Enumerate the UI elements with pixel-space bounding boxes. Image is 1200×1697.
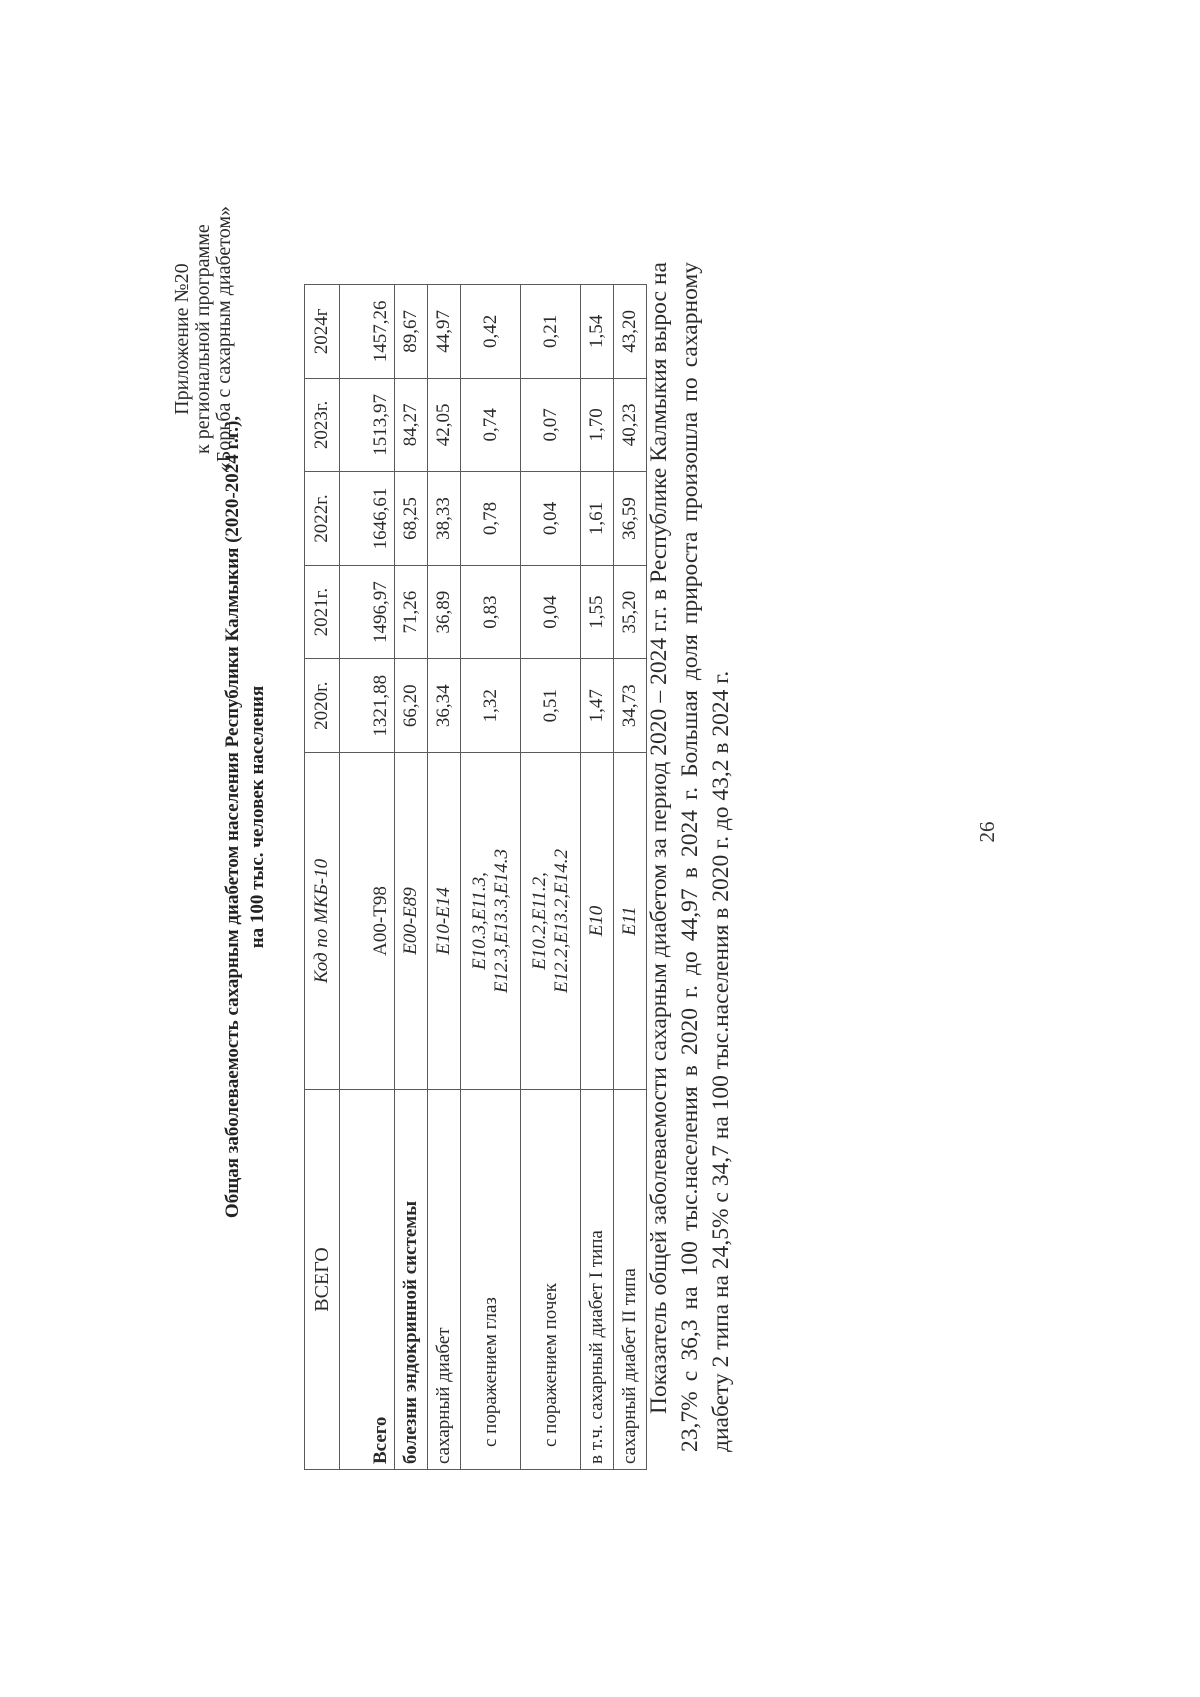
- row-code: [461, 753, 521, 1090]
- value-2021: 71,26: [395, 565, 428, 659]
- value-2024: 1,54: [581, 285, 614, 379]
- appendix-line-3: «Борьба с сахарным диабетом»: [213, 206, 235, 473]
- value-2023: 1,70: [581, 378, 614, 472]
- row-name: с поражением глаз: [461, 1090, 521, 1470]
- value-2023: 84,27: [395, 378, 428, 472]
- appendix-line-1: Приложение №20: [171, 263, 193, 415]
- header-code: Код по МКБ-10: [305, 753, 340, 1090]
- incidence-table: [304, 284, 647, 1470]
- value-2020: 1,47: [581, 659, 614, 753]
- value-2023: 42,05: [428, 378, 461, 472]
- row-code: Е10: [581, 753, 614, 1090]
- value-2021: 0,83: [461, 565, 521, 659]
- table-row-diabetes: [428, 285, 461, 1470]
- value-2021: 0,04: [521, 565, 581, 659]
- value-2024: 0,42: [461, 285, 521, 379]
- value-2022: 0,78: [461, 472, 521, 566]
- header-year-2020: 2020г.: [305, 659, 340, 753]
- row-name: болезни эндокринной системы: [395, 1090, 428, 1470]
- value-2020: 1,32: [461, 659, 521, 753]
- header-name: ВСЕГО: [305, 1090, 340, 1470]
- value-2022: 36,59: [614, 472, 647, 566]
- row-code: Е00-Е89: [395, 753, 428, 1090]
- row-code-line-2: Е12.3,Е13.3,Е14.3: [490, 848, 512, 994]
- value-2020: 1321,88: [340, 659, 395, 753]
- value-2024: 0,21: [521, 285, 581, 379]
- value-2023: 40,23: [614, 378, 647, 472]
- value-2022: 38,33: [428, 472, 461, 566]
- value-2024: 44,97: [428, 285, 461, 379]
- row-code: Е10-Е14: [428, 753, 461, 1090]
- value-2020: 0,51: [521, 659, 581, 753]
- value-2023: 1513,97: [340, 378, 395, 472]
- row-name: с поражением почек: [521, 1090, 581, 1470]
- value-2024: 89,67: [395, 285, 428, 379]
- row-name: Всего: [340, 1090, 395, 1470]
- summary-text: Показатель общей заболеваемости сахарным диабетом за период 2020 – 2024 г.г. в Республике Калмыкия вырос на 23,7% с 36,3 на 100 тыс.населения в 2020 г. до 44,97 в 2024 г. Большая доля прироста произошла по сахарному диабету 2 типа на 24,5% с 34,7 на 100 тыс.населения в 2020 г. до 43,2 в 2024 г.: [646, 262, 734, 1452]
- header-row: [305, 285, 340, 1470]
- header-year-2023: 2023г.: [305, 378, 340, 472]
- value-2020: 34,73: [614, 659, 647, 753]
- table-row-endocrine: [395, 285, 428, 1470]
- table-row-type-1: [581, 285, 614, 1470]
- row-name: сахарный диабет: [428, 1090, 461, 1470]
- value-2024: 1457,26: [340, 285, 395, 379]
- value-2021: 36,89: [428, 565, 461, 659]
- header-year-2021: 2021г.: [305, 565, 340, 659]
- table-title: [220, 267, 270, 1367]
- value-2022: 1,61: [581, 472, 614, 566]
- row-code: Е11: [614, 753, 647, 1090]
- header-year-2022: 2022г.: [305, 472, 340, 566]
- summary-paragraph: [644, 262, 737, 1452]
- value-2020: 66,20: [395, 659, 428, 753]
- header-year-2024: 2024г: [305, 285, 340, 379]
- row-name: в т.ч. сахарный диабет I типа: [581, 1090, 614, 1470]
- row-code-line-1: Е10.2,Е11.2,: [528, 872, 550, 970]
- value-2022: 1646,61: [340, 472, 395, 566]
- value-2020: 36,34: [428, 659, 461, 753]
- row-code: А00-Т98: [340, 753, 395, 1090]
- row-code: [521, 753, 581, 1090]
- value-2021: 1,55: [581, 565, 614, 659]
- value-2023: 0,74: [461, 378, 521, 472]
- value-2022: 0,04: [521, 472, 581, 566]
- row-name: сахарный диабет II типа: [614, 1090, 647, 1470]
- value-2021: 1496,97: [340, 565, 395, 659]
- table-row-total: [340, 285, 395, 1470]
- row-code-line-2: Е12.2,Е13.2,Е14.2: [550, 848, 572, 994]
- appendix-line-2: к региональной программе: [192, 224, 214, 454]
- table-row-eye-lesions: [461, 285, 521, 1470]
- value-2023: 0,07: [521, 378, 581, 472]
- table-title-line-2: на 100 тыс. человек населения: [247, 685, 268, 949]
- table-row-kidney-lesions: [521, 285, 581, 1470]
- value-2024: 43,20: [614, 285, 647, 379]
- table-row-type-2: [614, 285, 647, 1470]
- value-2021: 35,20: [614, 565, 647, 659]
- value-2022: 68,25: [395, 472, 428, 566]
- table-title-line-1: Общая заболеваемость сахарным диабетом населения Республики Калмыкия (2020-2024 г.г.),: [222, 415, 243, 1219]
- page-number: 26: [975, 821, 999, 843]
- row-code-line-1: Е10.3,Е11.3,: [468, 872, 490, 970]
